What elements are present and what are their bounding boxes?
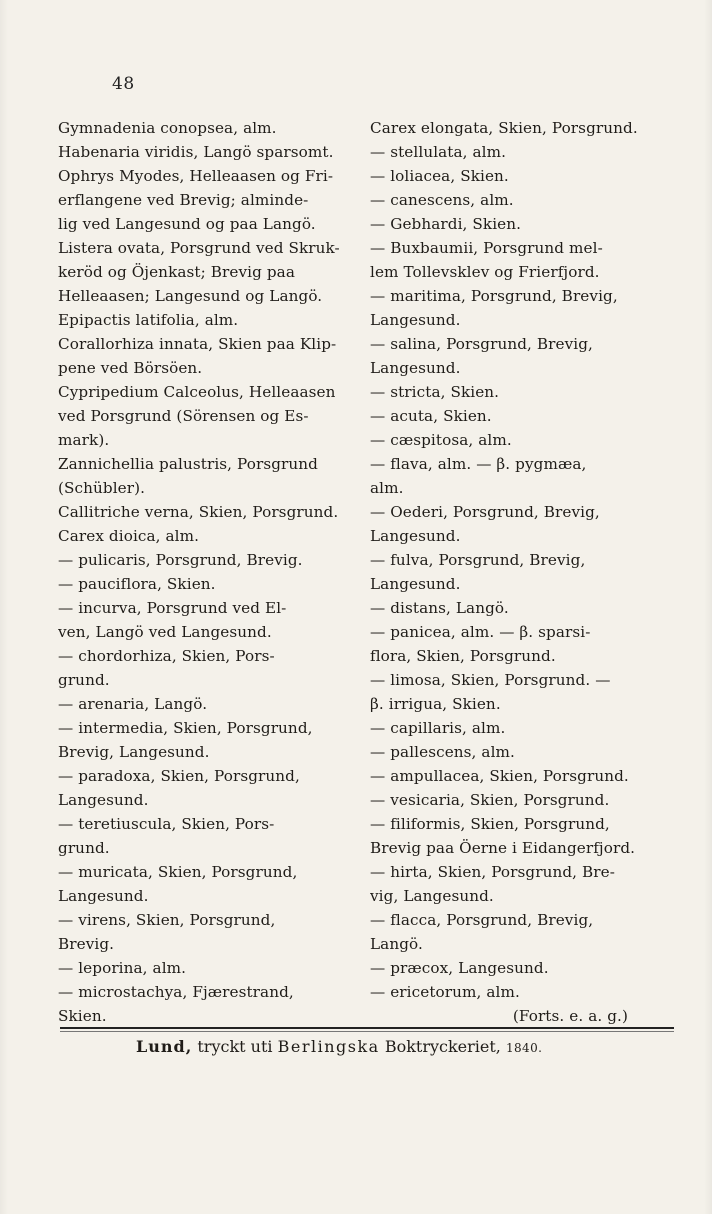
text-line: — hirta, Skien, Porsgrund, Bre- (370, 863, 615, 881)
text-line: — ericetorum, alm. (370, 983, 520, 1001)
page-number: 48 (112, 74, 135, 94)
text-line: — virens, Skien, Porsgrund, (58, 911, 276, 929)
text-line: erflangene ved Brevig; alminde- (58, 191, 309, 209)
text-line: alm. (370, 479, 404, 497)
text-line: — ampullacea, Skien, Porsgrund. (370, 767, 629, 785)
text-line: — paradoxa, Skien, Porsgrund, (58, 767, 300, 785)
text-line: — pauciflora, Skien. (58, 575, 216, 593)
text-line: Listera ovata, Porsgrund ved Skruk- (58, 239, 340, 257)
text-line: (Schübler). (58, 479, 146, 497)
footer-rule-thin (60, 1031, 674, 1032)
text-line: — leporina, alm. (58, 959, 187, 977)
text-line: — loliacea, Skien. (370, 167, 509, 185)
imprint-city: Lund, (136, 1037, 193, 1056)
text-line: β. irrigua, Skien. (370, 695, 501, 713)
text-line: — maritima, Porsgrund, Brevig, (370, 287, 618, 305)
text-line: Carex elongata, Skien, Porsgrund. (370, 119, 638, 137)
text-line: vig, Langesund. (370, 887, 494, 905)
page-shadow-right (704, 0, 712, 1214)
imprint-year: 1840. (505, 1041, 543, 1055)
text-line: — panicea, alm. — β. sparsi- (370, 623, 591, 641)
text-line: — capillaris, alm. (370, 719, 506, 737)
text-line: — fulva, Porsgrund, Brevig, (370, 551, 586, 569)
text-line: Langesund. (370, 311, 461, 329)
text-line: Zannichellia palustris, Porsgrund (58, 455, 319, 473)
text-line: — arenaria, Langö. (58, 695, 208, 713)
text-line: — flava, alm. — β. pygmæa, (370, 455, 587, 473)
text-line: — cæspitosa, alm. (370, 431, 512, 449)
text-line: Skien. (58, 1007, 107, 1025)
text-line: — acuta, Skien. (370, 407, 492, 425)
text-line: — intermedia, Skien, Porsgrund, (58, 719, 313, 737)
text-line: — stellulata, alm. (370, 143, 507, 161)
text-line: Callitriche verna, Skien, Porsgrund. (58, 503, 339, 521)
text-line: Epipactis latifolia, alm. (58, 311, 239, 329)
imprint-printer-name: Berlingska (277, 1037, 380, 1056)
text-line: — Oederi, Porsgrund, Brevig, (370, 503, 600, 521)
text-line: lem Tollevsklev og Frierfjord. (370, 263, 600, 281)
page-shadow-left (0, 0, 8, 1214)
text-line: Corallorhiza innata, Skien paa Klip- (58, 335, 337, 353)
text-line: grund. (58, 671, 110, 689)
text-line: Langesund. (370, 527, 461, 545)
text-line: — flacca, Porsgrund, Brevig, (370, 911, 594, 929)
text-line: Langö. (370, 935, 423, 953)
text-line: Ophrys Myodes, Helleaasen og Fri- (58, 167, 334, 185)
text-line: mark). (58, 431, 110, 449)
text-line: Brevig paa Öerne i Eidangerfjord. (370, 839, 636, 857)
text-line: grund. (58, 839, 110, 857)
text-line: Langesund. (58, 791, 149, 809)
text-line: — præcox, Langesund. (370, 959, 549, 977)
text-line: — Buxbaumii, Porsgrund mel- (370, 239, 603, 257)
text-line: ven, Langö ved Langesund. (58, 623, 272, 641)
text-line: keröd og Öjenkast; Brevig paa (58, 263, 295, 281)
imprint-press: Boktryckeriet, (384, 1037, 501, 1056)
text-line: Helleaasen; Langesund og Langö. (58, 287, 323, 305)
text-line: — stricta, Skien. (370, 383, 500, 401)
text-line: — chordorhiza, Skien, Pors- (58, 647, 275, 665)
text-line: Langesund. (370, 575, 461, 593)
continuation-note: (Forts. e. a. g.) (512, 1007, 628, 1025)
text-line: — salina, Porsgrund, Brevig, (370, 335, 593, 353)
text-line: — Gebhardi, Skien. (370, 215, 522, 233)
text-line: — incurva, Porsgrund ved El- (58, 599, 287, 617)
text-line: Carex dioica, alm. (58, 527, 200, 545)
text-line: — canescens, alm. (370, 191, 514, 209)
text-line: Brevig. (58, 935, 115, 953)
text-line: — pallescens, alm. (370, 743, 515, 761)
text-line: — microstachya, Fjærestrand, (58, 983, 294, 1001)
text-line: — limosa, Skien, Porsgrund. — (370, 671, 611, 689)
text-line: ved Porsgrund (Sörensen og Es- (58, 407, 309, 425)
footer-rule (60, 1027, 674, 1029)
imprint-printed-text: tryckt uti (197, 1037, 273, 1056)
text-line: — pulicaris, Porsgrund, Brevig. (58, 551, 303, 569)
text-line: flora, Skien, Porsgrund. (370, 647, 556, 665)
text-line: Habenaria viridis, Langö sparsomt. (58, 143, 334, 161)
text-line: lig ved Langesund og paa Langö. (58, 215, 316, 233)
text-line: Cypripedium Calceolus, Helleaasen (58, 383, 336, 401)
text-line: — muricata, Skien, Porsgrund, (58, 863, 298, 881)
text-line: pene ved Börsöen. (58, 359, 203, 377)
text-line: Brevig, Langesund. (58, 743, 210, 761)
text-line: — filiformis, Skien, Porsgrund, (370, 815, 610, 833)
text-line: — vesicaria, Skien, Porsgrund. (370, 791, 610, 809)
text-line: Langesund. (58, 887, 149, 905)
text-line: — teretiuscula, Skien, Pors- (58, 815, 275, 833)
text-line: Langesund. (370, 359, 461, 377)
text-line: Gymnadenia conopsea, alm. (58, 119, 277, 137)
imprint-footer (136, 1035, 656, 1060)
text-line: — distans, Langö. (370, 599, 509, 617)
